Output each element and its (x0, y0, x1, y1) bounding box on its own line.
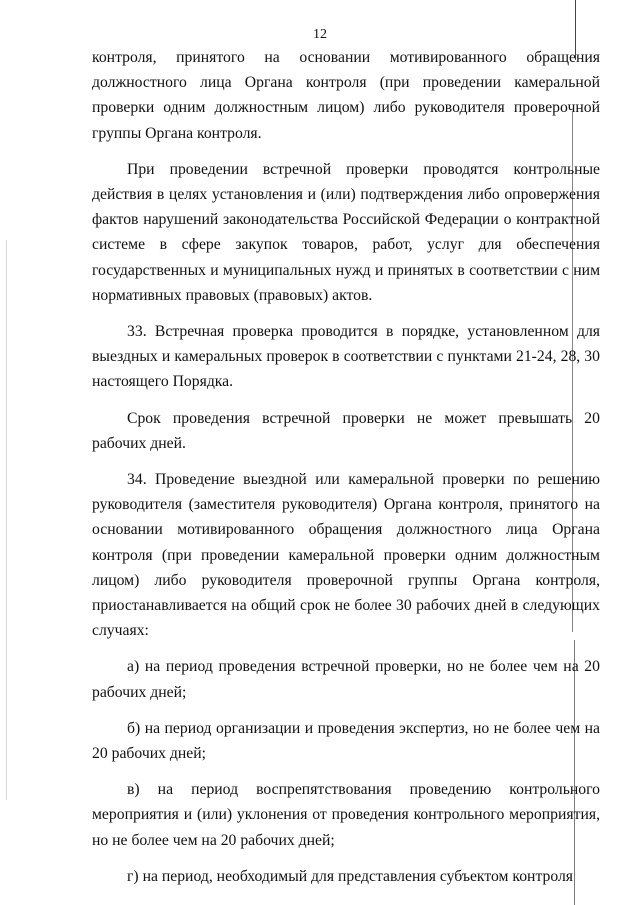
paragraph-subitem-v: в) на период воспрепятствования проведению контрольного мероприятия и (или) уклонения от проведения контрольного мероприятия, но не более чем на 20 рабочих дней; (92, 781, 600, 849)
paragraph-counter-check-term: Срок проведения встречной проверки не может превышать 20 рабочих дней. (92, 409, 600, 452)
paragraph-subitem-g: г) на период, необходимый для представления субъектом контроля (127, 867, 574, 885)
paragraph-item-34: 34. Проведение выездной или камеральной проверки по решению руководителя (заместителя руководителя) Органа контроля, принятого на основании мотивированного обращения должностного лица Органа контроля (при проведении камеральной проверки одним должностным лицом) либо руководителя проверочной группы Органа контроля, приостанавливается на общий срок не более 30 рабочих дней в следующих случаях: (92, 471, 600, 640)
page-number: 12 (313, 27, 327, 42)
document-body (92, 45, 600, 900)
paragraph-subitem-a: а) на период проведения встречной проверки, но не более чем на 20 рабочих дней; (92, 658, 600, 701)
paragraph-continuation: контроля, принятого на основании мотивированного обращения должностного лица Органа контроля (при проведении камеральной проверки одним должностным лицом) либо руководителя проверочной группы Органа контроля. (92, 49, 600, 142)
paragraph-item-33: 33. Встречная проверка проводится в порядке, установленном для выездных и камеральных проверок в соответствии с пунктами 21-24, 28, 30 настоящего Порядка. (92, 323, 600, 391)
scan-artifact-line (6, 240, 7, 800)
paragraph-counter-check: При проведении встречной проверки проводятся контрольные действия в целях установления и (или) подтверждения либо опровержения фактов нарушений законодательства Российской Федерации о контрактной системе в сфере закупок товаров, работ, услуг для обеспечения государственных и муниципальных нужд и принятых в соответствии с ним нормативных правовых (правовых) актов. (92, 160, 600, 304)
paragraph-subitem-b: б) на период организации и проведения экспертиз, но не более чем на 20 рабочих дней; (92, 719, 600, 763)
